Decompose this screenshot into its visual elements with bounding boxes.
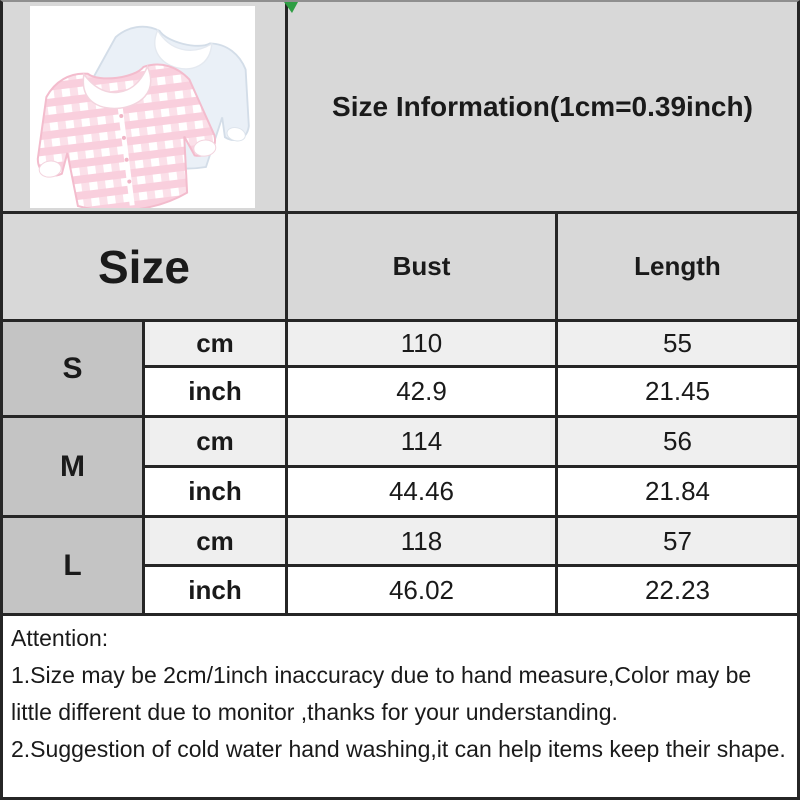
product-photo <box>30 6 255 208</box>
attention-heading: Attention: <box>11 625 109 651</box>
page-title: Size Information(1cm=0.39inch) <box>332 90 753 122</box>
unit-label: cm <box>145 418 288 468</box>
product-photo-cell <box>3 2 288 214</box>
bust-value: 46.02 <box>288 567 558 616</box>
length-value: 57 <box>558 518 797 567</box>
blouses-illustration <box>30 6 255 208</box>
header-size: Size <box>3 214 288 322</box>
attention-line: little different due to monitor ,thanks for your understanding. <box>11 699 618 725</box>
unit-label: inch <box>145 567 288 616</box>
bust-value: 110 <box>288 322 558 368</box>
green-corner-marker-icon <box>284 2 298 13</box>
length-value: 22.23 <box>558 567 797 616</box>
length-value: 21.45 <box>558 368 797 418</box>
size-label-s: S <box>3 322 145 418</box>
size-label-l: L <box>3 518 145 616</box>
header-bust: Bust <box>288 214 558 322</box>
unit-label: cm <box>145 322 288 368</box>
attention-line: 2.Suggestion of cold water hand washing,it can help items keep their shape. <box>11 736 786 762</box>
bust-value: 114 <box>288 418 558 468</box>
length-value: 55 <box>558 322 797 368</box>
bust-value: 42.9 <box>288 368 558 418</box>
attention-section <box>3 616 797 797</box>
unit-label: inch <box>145 468 288 518</box>
unit-label: inch <box>145 368 288 418</box>
header-length: Length <box>558 214 797 322</box>
bust-value: 44.46 <box>288 468 558 518</box>
bust-value: 118 <box>288 518 558 567</box>
length-value: 56 <box>558 418 797 468</box>
length-value: 21.84 <box>558 468 797 518</box>
size-label-m: M <box>3 418 145 518</box>
attention-line: 1.Size may be 2cm/1inch inaccuracy due to hand measure,Color may be <box>11 662 752 688</box>
title-cell <box>288 2 797 214</box>
unit-label: cm <box>145 518 288 567</box>
